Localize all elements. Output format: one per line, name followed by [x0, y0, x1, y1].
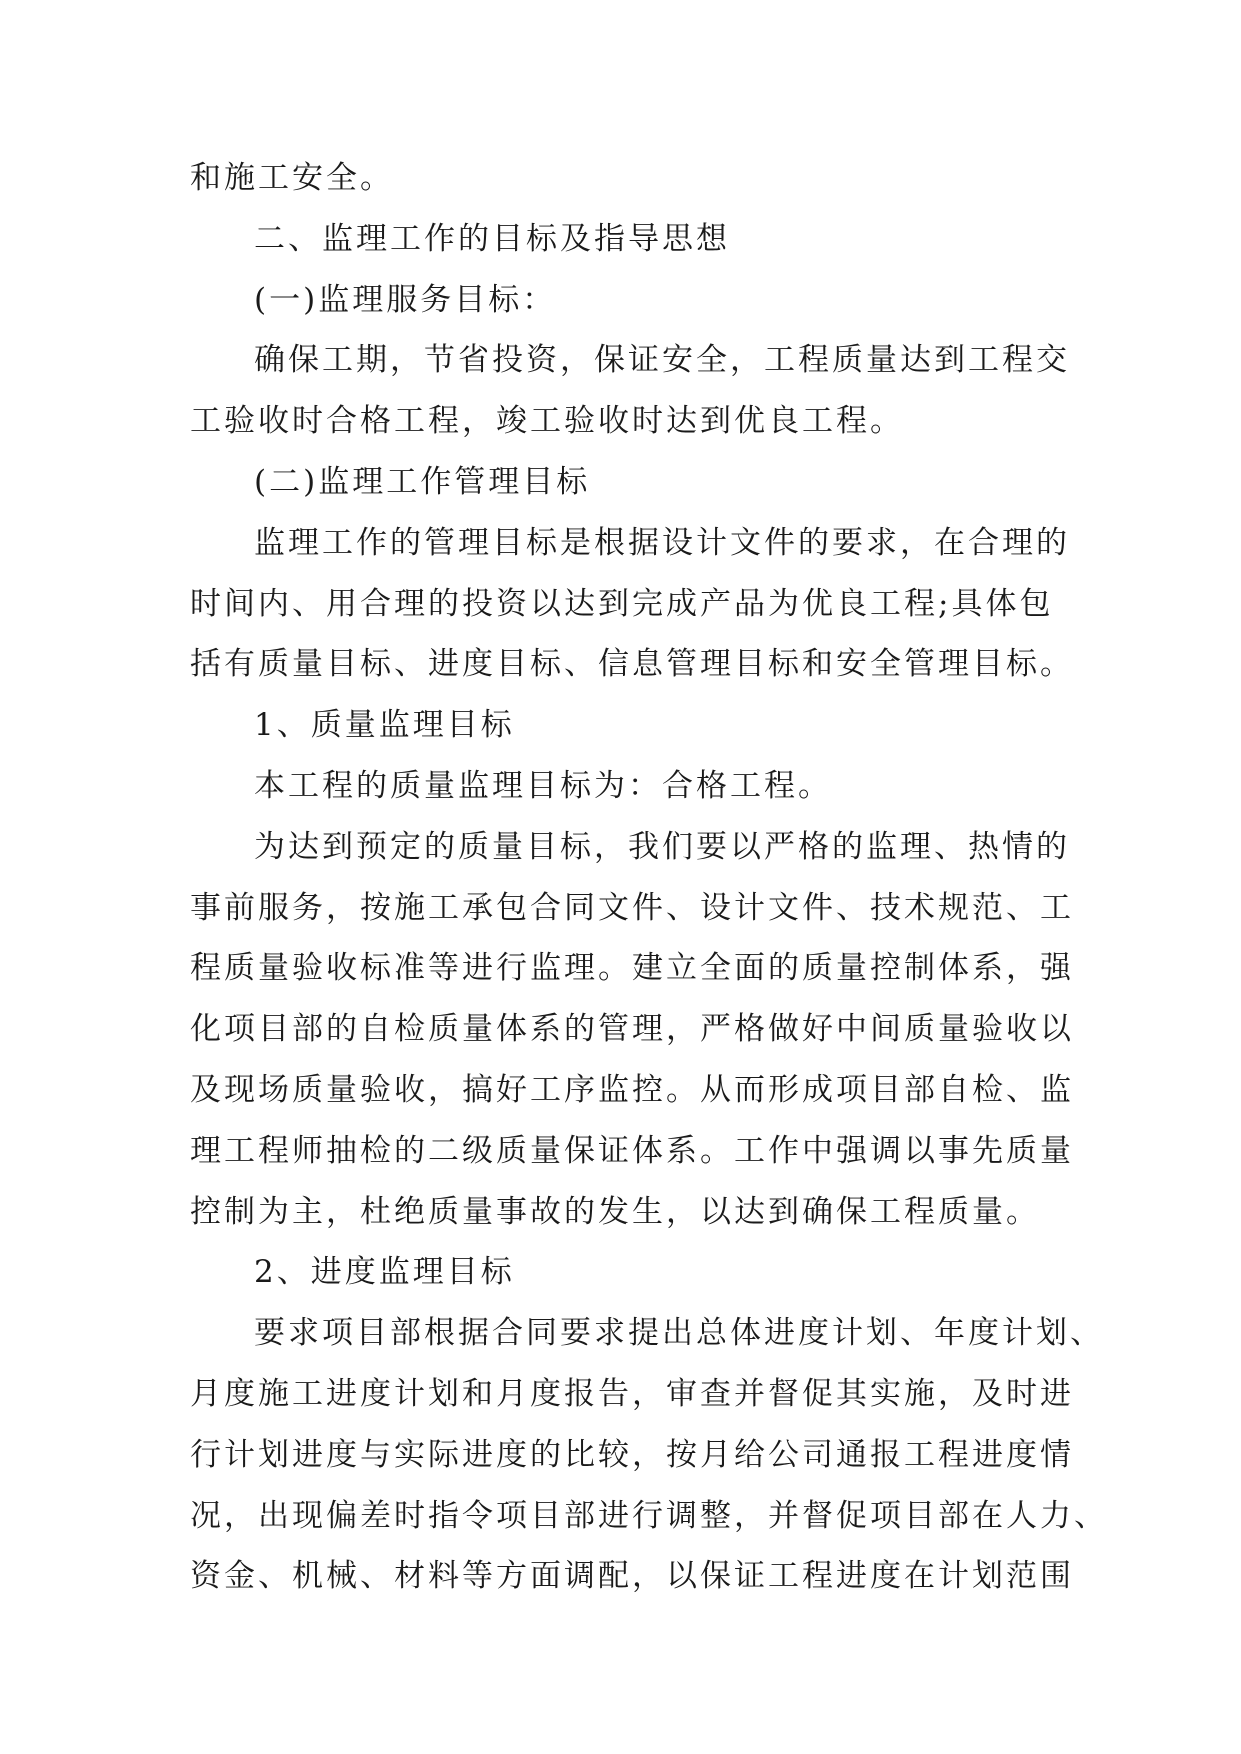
section-heading: 二、监理工作的目标及指导思想 — [254, 220, 730, 257]
paragraph-line: 和施工安全。 — [190, 160, 394, 196]
paragraph-line: 理工程师抽检的二级质量保证体系。工作中强调以事先质量 — [190, 1132, 1074, 1169]
paragraph-line: 及现场质量验收，搞好工序监控。从而形成项目部自检、监 — [190, 1071, 1074, 1108]
paragraph-line: 况，出现偏差时指令项目部进行调整，并督促项目部在人力、 — [190, 1497, 1108, 1534]
paragraph-line: 月度施工进度计划和月度报告，审查并督促其实施，及时进 — [190, 1375, 1074, 1412]
paragraph-line: 确保工期，节省投资，保证安全，工程质量达到工程交 — [254, 342, 1070, 379]
paragraph-line: 为达到预定的质量目标，我们要以严格的监理、热情的 — [254, 828, 1070, 865]
paragraph-line: 监理工作的管理目标是根据设计文件的要求，在合理的 — [254, 524, 1070, 561]
paragraph-line: 工验收时合格工程，竣工验收时达到优良工程。 — [190, 403, 904, 440]
subsection-heading: (一)监理服务目标： — [254, 281, 557, 318]
subsection-heading: (二)监理工作管理目标 — [254, 463, 591, 500]
paragraph-line: 要求项目部根据合同要求提出总体进度计划、年度计划、 — [254, 1315, 1104, 1352]
paragraph-line: 化项目部的自检质量体系的管理，严格做好中间质量验收以 — [190, 1011, 1074, 1048]
paragraph-line: 括有质量目标、进度目标、信息管理目标和安全管理目标。 — [190, 646, 1074, 683]
paragraph-line: 本工程的质量监理目标为：合格工程。 — [254, 767, 832, 804]
paragraph-line: 事前服务，按施工承包合同文件、设计文件、技术规范、工 — [190, 889, 1074, 926]
paragraph-line: 控制为主，杜绝质量事故的发生，以达到确保工程质量。 — [190, 1193, 1040, 1230]
paragraph-line: 程质量验收标准等进行监理。建立全面的质量控制体系，强 — [190, 950, 1074, 987]
paragraph-line: 时间内、用合理的投资以达到完成产品为优良工程;具体包 — [190, 585, 1054, 622]
item-heading: 1、质量监理目标 — [254, 707, 515, 744]
paragraph-line: 资金、机械、材料等方面调配，以保证工程进度在计划范围 — [190, 1558, 1074, 1595]
item-heading: 2、进度监理目标 — [254, 1254, 515, 1291]
document-body — [190, 148, 1108, 1607]
paragraph-line: 行计划进度与实际进度的比较，按月给公司通报工程进度情 — [190, 1436, 1074, 1473]
